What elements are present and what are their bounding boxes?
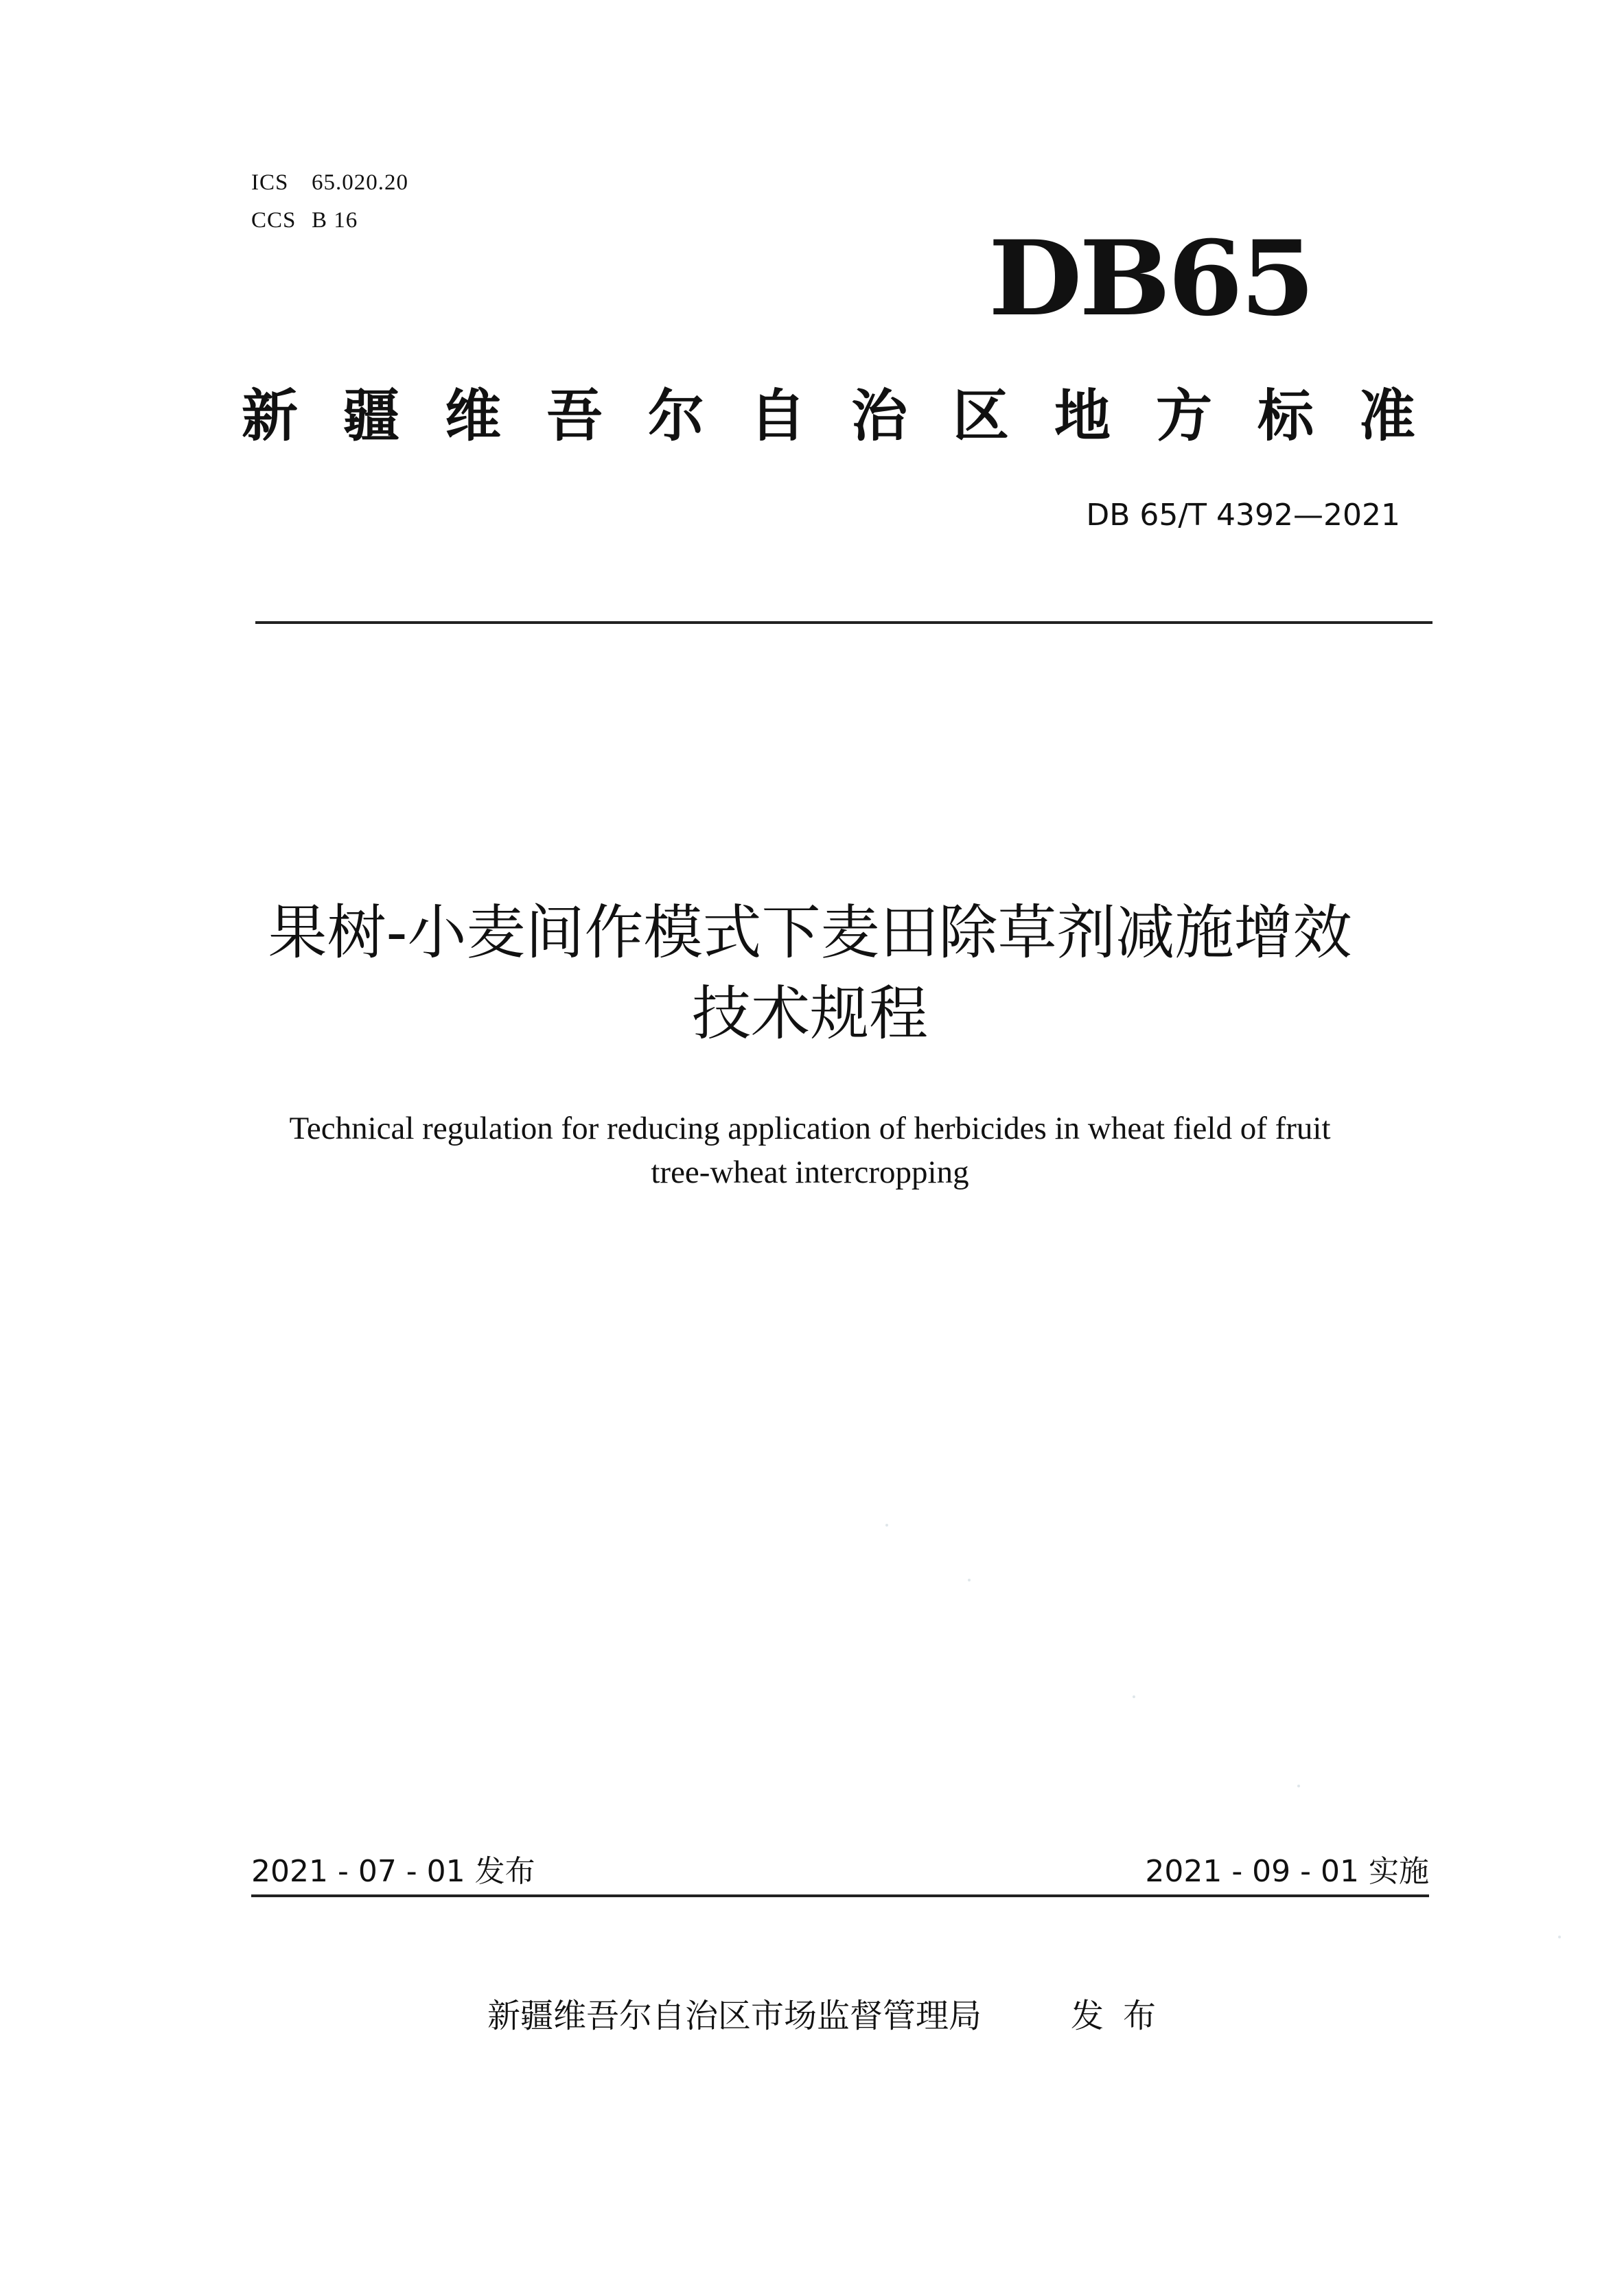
ccs-code — [251, 208, 358, 233]
db65-logo-text: DB65 — [988, 218, 1313, 339]
publisher-name: 新疆维吾尔自治区市场监督管理局 — [487, 1997, 982, 2035]
scan-speck — [1297, 1785, 1300, 1787]
ics-label: ICS — [251, 170, 289, 195]
publish-label: 发布 — [1071, 1997, 1176, 2035]
scan-speck — [1133, 1695, 1135, 1698]
scan-speck — [1558, 1936, 1561, 1938]
footer-divider — [251, 1894, 1429, 1897]
scan-speck — [885, 1524, 888, 1527]
ccs-value: B 16 — [312, 208, 358, 233]
ics-value: 65.020.20 — [312, 170, 408, 195]
scan-speck — [968, 1579, 971, 1581]
effective-date: 2021 - 09 - 01 实施 — [1145, 1854, 1429, 1889]
title-en-line-2: tree-wheat intercropping — [651, 1155, 969, 1190]
title-cn-line-1: 果树-小麦间作模式下麦田除草剂减施增效 — [268, 898, 1352, 967]
document-title-cn — [206, 892, 1414, 1054]
standard-number: DB 65/T 4392—2021 — [1086, 498, 1400, 533]
title-en-line-1: Technical regulation for reducing application of herbicides in wheat field of fruit — [289, 1111, 1331, 1146]
document-title-en — [206, 1106, 1414, 1194]
header-divider — [255, 621, 1432, 624]
publish-date: 2021 - 07 - 01 发布 — [251, 1854, 535, 1889]
ccs-label: CCS — [251, 208, 297, 233]
ics-code — [251, 170, 408, 196]
db65-logo — [988, 218, 1332, 339]
org-title: 新疆维吾尔自治区地方标准 — [242, 384, 1461, 449]
title-cn-line-2: 技术规程 — [692, 979, 928, 1048]
